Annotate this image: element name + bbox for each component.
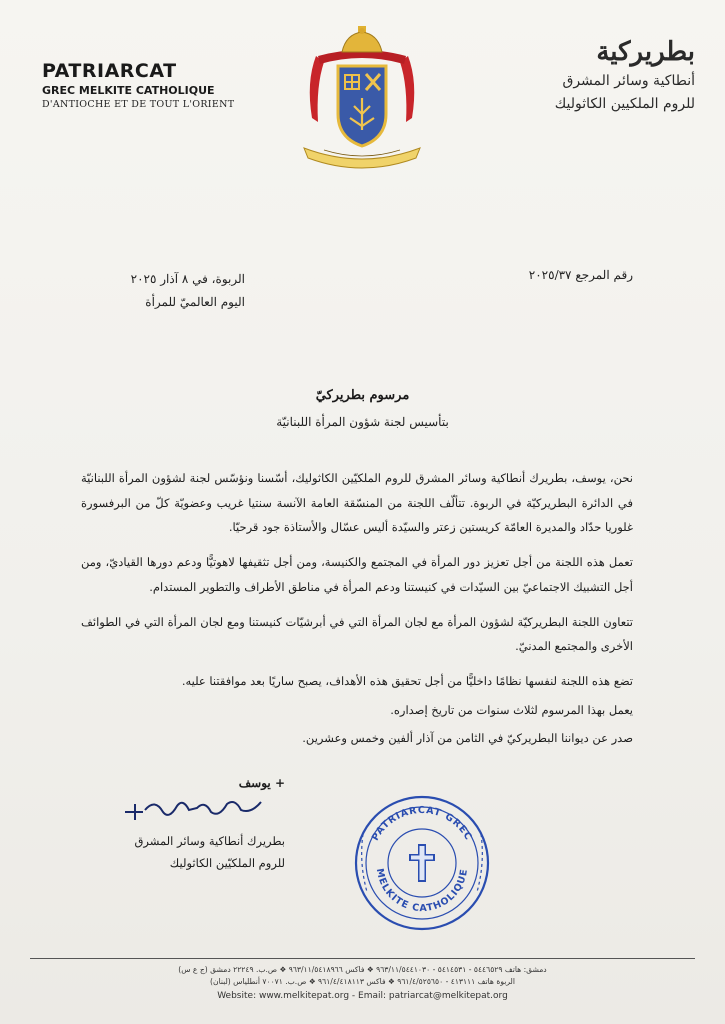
latin-title: PATRIARCAT: [42, 60, 177, 82]
latin-subtitle-2: D'ANTIOCHE ET DE TOUT L'ORIENT: [42, 99, 235, 110]
decree-body: [81, 466, 633, 755]
paragraph-5: يعمل بهذا المرسوم لثلاث سنوات من تاريخ إصداره.: [390, 702, 633, 717]
patriarchal-crest-icon: [298, 22, 426, 172]
svg-text:PATRIARCAT GREC: [370, 805, 474, 843]
footer-rabweh: الربوة هاتف ٤١٣١١١ - ٩٦١/٤/٥٢٥٦٥٠ ❖ فاكس ٩٦١/٤/٤١٨١١٣ ❖ ص.ب. ٧٠٠٧١ أنطلياس (لبنان): [210, 976, 515, 986]
paragraph-3: تتعاون اللجنة البطريركيّة لشؤون المرأة مع لجان المرأة التي في أبرشيّات كنيستنا ومع لجان المرأة التي في الطوائف الأخرى والمجتمع المدنيّ.: [81, 614, 633, 654]
official-seal-stamp-icon: [353, 794, 491, 932]
signatory-title-1: بطريرك أنطاكية وسائر المشرق: [134, 834, 285, 848]
latin-subtitle: GREC MELKITE CATHOLIQUE: [42, 84, 215, 97]
arabic-title: بطريركية: [596, 37, 695, 67]
decree-subject: بتأسيس لجنة شؤون المرأة اللبنانيّة: [276, 415, 449, 429]
footer-web-email: Website: www.melkitepat.org - Email: patriarcat@melkitepat.org: [217, 990, 508, 1001]
latin-letterhead: [42, 60, 252, 110]
handwritten-signature-icon: [85, 792, 285, 824]
reference-number: رقم المرجع ٢٠٢٥/٣٧: [528, 268, 633, 282]
paragraph-2: تعمل هذه اللجنة من أجل تعزيز دور المرأة في المجتمع والكنيسة، ومن أجل تثقيفها لاهوتيًّا ودعم دورها القياديّ، ومن أجل التشبيك الاجتماعيّ بين السيّدات في كنيستنا ودعم المرأة في مناطق الأطراف والتطوير المستدام.: [81, 555, 633, 594]
paragraph-1: نحن، يوسف، بطريرك أنطاكية وسائر المشرق للروم الملكيّين الكاثوليك، أسّسنا ونؤسّس لجنة لشؤون المرأة اللبنانيّة في الدائرة البطريركيّة في الربوة. تتألّف اللجنة من المنسّقة العامة الآنسة سنتيا غريب وعضويّة كلّ من البرفسورة غلوريا حدّاد والمديرة العامّة كريستين زعتر والسيّدة أليس عسّال والأستاذة جود قرحيّا.: [81, 471, 633, 535]
footer-divider: [30, 958, 695, 959]
occasion: اليوم العالميّ للمرأة: [145, 294, 245, 309]
footer-damascus: دمشق: هاتف ٥٤٤٦٥٢٩ - ٥٤١٤٥٣١ - ٩٦٣/١١/٥٤٤١٠٣٠ ❖ فاكس ٩٦٣/١١/٥٤١٨٩٦٦ ❖ ص.ب. ٢٢٢٤٩ دمشق (ج ع س): [178, 965, 547, 974]
decree-title-block: [0, 388, 725, 429]
footer-contacts: [40, 964, 685, 1003]
arabic-subtitle: أنطاكية وسائر المشرق: [562, 72, 695, 89]
arabic-letterhead: [495, 38, 695, 114]
arabic-subtitle-2: للروم الملكيين الكاثوليك: [554, 96, 695, 113]
signature-block: [85, 776, 285, 875]
reference-row: [0, 268, 725, 328]
paragraph-6: صدر عن ديواننا البطريركيّ في الثامن من آذار ألفين وخمس وعشرين.: [302, 731, 633, 746]
signatory-name: + يوسف: [238, 776, 285, 790]
paragraph-4: تضع هذه اللجنة لنفسها نظامًا داخليًّا من أجل تحقيق هذه الأهداف، يصبح ساريًا بعد موافقتنا عليه.: [181, 674, 633, 689]
place-date: [131, 268, 245, 314]
seal-text-bottom: MELKITE CATHOLIQUE: [373, 867, 471, 915]
decree-title: مرسوم بطريركيّ: [315, 388, 410, 403]
place-and-date: الربوة، في ٨ آذار ٢٠٢٥: [130, 272, 245, 286]
seal-text-top: PATRIARCAT GREC: [369, 805, 475, 843]
signatory-title-2: للروم الملكيّين الكاثوليك: [169, 855, 285, 870]
